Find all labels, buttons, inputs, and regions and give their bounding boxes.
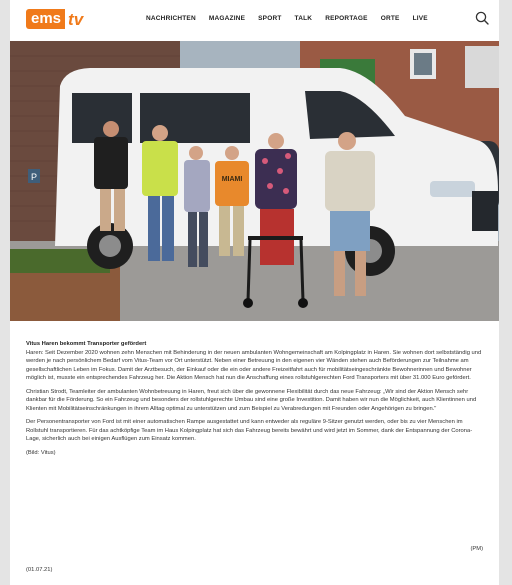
main-nav	[146, 15, 428, 22]
nav-orte[interactable]: ORTE	[380, 15, 400, 22]
author-tag: (PM)	[470, 546, 483, 552]
nav-nachrichten[interactable]: NACHRICHTEN	[146, 15, 196, 22]
article-title: Vitus Haren bekommt Transporter gefördert	[26, 341, 147, 347]
article-paragraph-2: Christian Strodt, Teamleiter der ambulanten Wohnbetreuung in Haren, freut sich über die gewonnene Flexibilität durch das neue Fahrzeug: „Wir sind der Aktion Mensch sehr dankbar für die Förderung. So ein Fahrzeug und besonders der rollstuhlgerechte Umbau sind eine große Investition. Damit haben wir nun die Möglichkeit, auch Klientinnen und Klienten mit Mobilitätseinschränkungen in ihrem Alltag optimal zu unterstützen und zum Beispiel zu Verabredungen mit Freunden oder Angehörigen zu bringen."	[26, 388, 477, 412]
article-paragraph-3: Der Personentransporter von Ford ist mit einer automatischen Rampe ausgestattet und kann entweder als reguläre 9-Sitzer genutzt werden, oder bis zu vier Menschen im Rollstuhl transportieren. Für das achtköpfige Team im Haus Kolpingplatz hat sich das Fahrzeug bereits bewährt und wird jetzt im Sommer, dank der Entspannung der Corona-Lage, sicherlich auch bei einigen Ausflügen zum Einsatz kommen.	[26, 419, 473, 442]
logo-ems: ems	[26, 9, 65, 29]
group-with-van-illustration	[10, 41, 499, 321]
nav-sport[interactable]: SPORT	[258, 15, 282, 22]
nav-live[interactable]: LIVE	[412, 15, 428, 22]
nav-magazine[interactable]: MAGAZINE	[208, 15, 246, 22]
nav-reportage[interactable]: REPORTAGE	[325, 15, 368, 22]
site-logo[interactable]	[26, 9, 83, 29]
article-photo	[10, 41, 499, 321]
nav-talk[interactable]: TALK	[294, 15, 313, 22]
logo-tv: tv	[68, 9, 84, 29]
parking-sign-letter: P	[30, 172, 38, 182]
shirt-text: MIAMI	[221, 176, 243, 183]
image-credit: (Bild: Vitus)	[26, 449, 56, 456]
article-body	[26, 340, 484, 462]
publish-date: (01.07.21)	[26, 567, 53, 573]
site-header	[10, 0, 499, 41]
article-card	[10, 0, 499, 585]
search-icon[interactable]	[475, 11, 489, 25]
article-paragraph-1: Haren: Seit Dezember 2020 wohnen zehn Menschen mit Behinderung in der neuen ambulanten Wohngemeinschaft am Kolpingplatz in Haren. Sie wohnen dort selbstständig und werden je nach persönlichem Bedarf vom Vitus-Team vor Ort unterstützt. Neben einer Betreuung in den eigenen vier Wänden stehen auch Beförderungen zur Teilnahme am gesellschaftlichen Leben im Fokus. Damit der Arztbesuch, der Einkauf oder die ein oder andere Freizeitfahrt auch für mobilitätseingeschränkte Bewohnerinnen und Bewohner möglich ist, musste ein entsprechendes Fahrzeug her. Die Aktion Mensch hat nun die Anschaffung eines rollstuhlgerechten Ford Transporters mit über 31.000 Euro gefördert.	[26, 349, 482, 381]
